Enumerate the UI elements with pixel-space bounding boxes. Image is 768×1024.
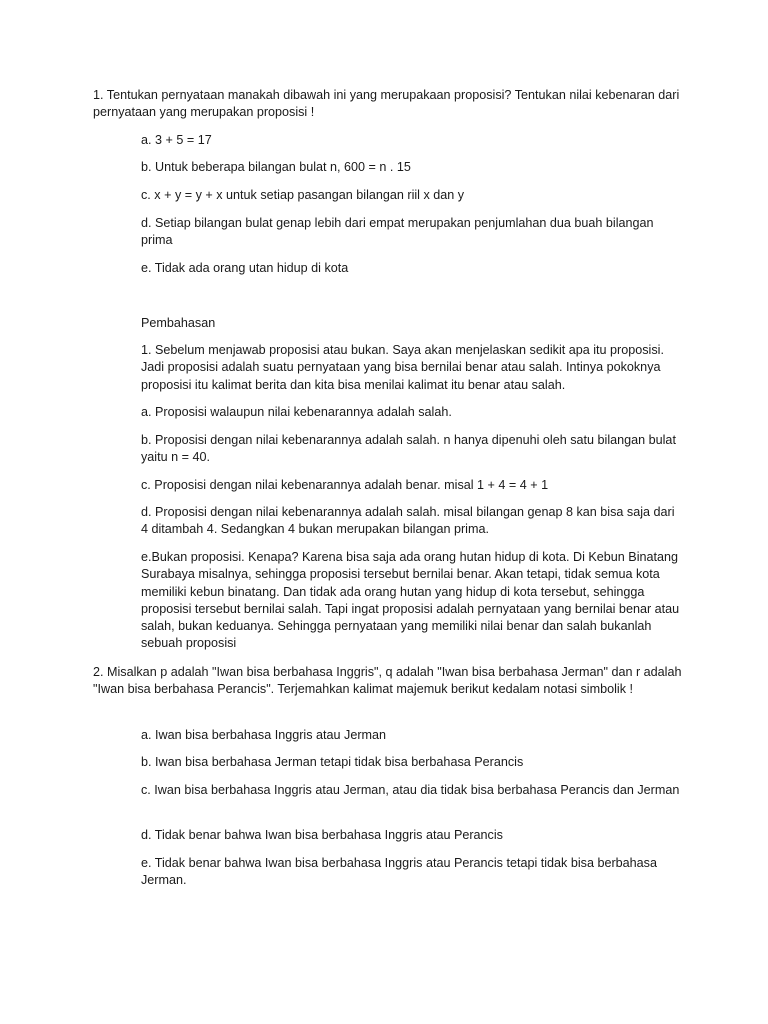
question-1-option-a: a. 3 + 5 = 17: [141, 133, 212, 147]
pembahasan-intro: 1. Sebelum menjawab proposisi atau bukan. Saya akan menjelaskan sedikit apa itu proposisi. Jadi proposisi adalah suatu pernyataan yang bisa bernilai benar atau salah. Intinya pokoknya proposisi itu kalimat berita dan kita bisa menilai kalimat itu benar atau salah.: [141, 343, 664, 392]
question-1-option-d: d. Setiap bilangan bulat genap lebih dari empat merupakan penjumlahan dua buah bilangan prima: [141, 216, 654, 248]
question-1-option-b: b. Untuk beberapa bilangan bulat n, 600 = n . 15: [141, 160, 411, 174]
pembahasan-answer-e: e.Bukan proposisi. Kenapa? Karena bisa saja ada orang hutan hidup di kota. Di Kebun Binatang Surabaya misalnya, sehingga proposisi tersebut bernilai benar. Akan tetapi, tidak semua kota memiliki kebun binatang. Dan tidak ada orang hutan yang hidup di kota tersebut, sehingga proposisi tersebut bernilai salah. Tapi ingat proposisi adalah pernyataan yang bernilai benar atau salah, bukan keduanya. Sehingga pernyataan yang memiliki nilai benar dan salah bukanlah sebuah proposisi: [141, 550, 680, 651]
question-2-option-b: b. Iwan bisa berbahasa Jerman tetapi tidak bisa berbahasa Perancis: [141, 755, 524, 769]
pembahasan-heading: Pembahasan: [141, 316, 216, 330]
question-2-option-c: c. Iwan bisa berbahasa Inggris atau Jerman, atau dia tidak bisa berbahasa Perancis dan Jerman: [141, 783, 680, 797]
question-1-option-c: c. x + y = y + x untuk setiap pasangan bilangan riil x dan y: [141, 188, 465, 202]
pembahasan-answer-b: b. Proposisi dengan nilai kebenarannya adalah salah. n hanya dipenuhi oleh satu bilangan bulat yaitu n = 40.: [141, 433, 676, 465]
question-2-option-e: e. Tidak benar bahwa Iwan bisa berbahasa Inggris atau Perancis tetapi tidak bisa berbahasa Jerman.: [141, 856, 657, 888]
question-2-option-d: d. Tidak benar bahwa Iwan bisa berbahasa Inggris atau Perancis: [141, 828, 503, 842]
question-2: 2. Misalkan p adalah "Iwan bisa berbahasa Inggris", q adalah "Iwan bisa berbahasa Jerman" dan r adalah "Iwan bisa berbahasa Perancis". Terjemahkan kalimat majemuk berikut kedalam notasi simbolik !: [93, 665, 682, 697]
question-1-option-e: e. Tidak ada orang utan hidup di kota: [141, 261, 349, 275]
pembahasan-answer-a: a. Proposisi walaupun nilai kebenarannya adalah salah.: [141, 405, 452, 419]
question-2-option-a: a. Iwan bisa berbahasa Inggris atau Jerman: [141, 728, 387, 742]
question-1: 1. Tentukan pernyataan manakah dibawah ini yang merupakaan proposisi? Tentukan nilai kebenaran dari pernyataan yang merupakan proposisi !: [93, 88, 680, 120]
pembahasan-answer-d: d. Proposisi dengan nilai kebenarannya adalah salah. misal bilangan genap 8 kan bisa saja dari 4 ditambah 4. Sedangkan 4 bukan merupakan bilangan prima.: [141, 505, 675, 537]
pembahasan-answer-c: c. Proposisi dengan nilai kebenarannya adalah benar. misal 1 + 4 = 4 + 1: [141, 478, 549, 492]
